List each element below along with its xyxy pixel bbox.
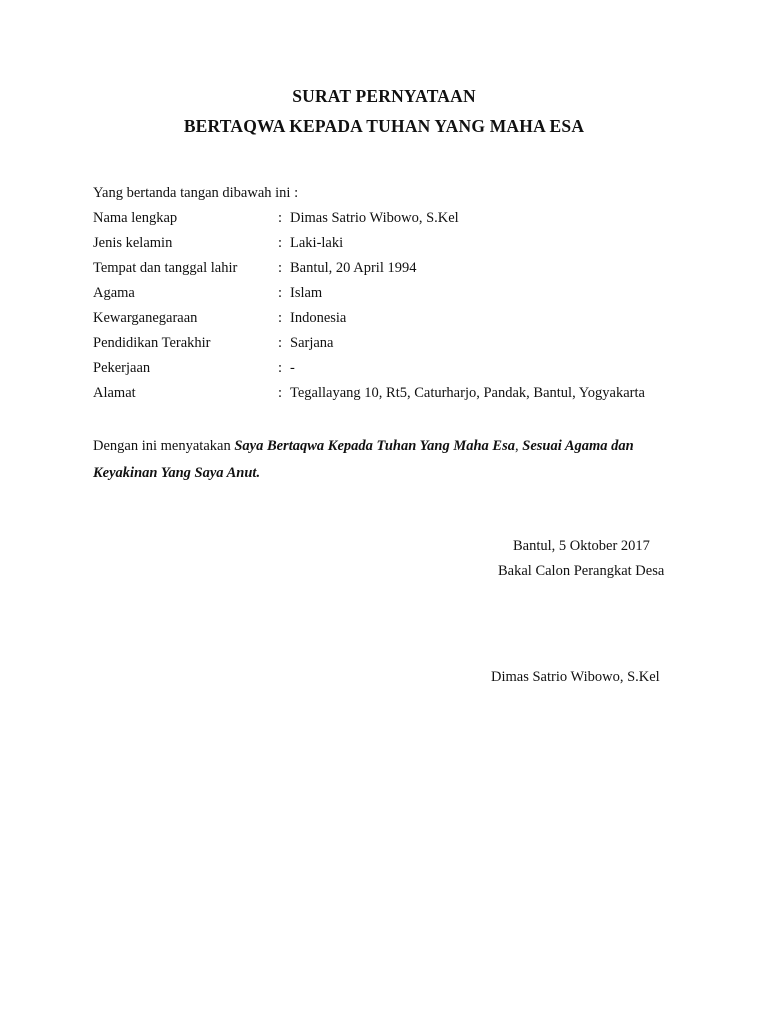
statement-emphasis: Saya Bertaqwa Kepada Tuhan Yang Maha Esa bbox=[234, 438, 515, 454]
field-value: Sarjana bbox=[290, 335, 334, 351]
field-colon: : bbox=[278, 285, 283, 301]
field-row-nama bbox=[93, 210, 693, 232]
field-colon: : bbox=[278, 385, 283, 401]
field-value: - bbox=[290, 360, 295, 376]
statement-separator: , bbox=[515, 438, 523, 454]
intro-text: Yang bertanda tangan dibawah ini : bbox=[93, 185, 299, 201]
field-label: Kewarganegaraan bbox=[93, 310, 198, 326]
field-label: Alamat bbox=[93, 385, 136, 401]
field-label: Pendidikan Terakhir bbox=[93, 335, 211, 351]
statement-prefix: Dengan ini menyatakan bbox=[93, 438, 235, 454]
field-label: Pekerjaan bbox=[93, 360, 151, 376]
field-value: Bantul, 20 April 1994 bbox=[290, 260, 417, 276]
document-subtitle: BERTAQWA KEPADA TUHAN YANG MAHA ESA bbox=[183, 116, 585, 136]
field-colon: : bbox=[278, 310, 283, 326]
field-value: Indonesia bbox=[290, 310, 347, 326]
statement-paragraph bbox=[93, 438, 683, 455]
field-label: Agama bbox=[93, 285, 135, 301]
field-row-pendidikan bbox=[93, 335, 693, 357]
field-row-jenis-kelamin bbox=[93, 235, 693, 257]
field-row-ttl bbox=[93, 260, 693, 282]
signature-place-date: Bantul, 5 Oktober 2017 bbox=[513, 538, 650, 554]
document-title: SURAT PERNYATAAN bbox=[292, 86, 476, 106]
field-colon: : bbox=[278, 335, 283, 351]
field-colon: : bbox=[278, 210, 283, 226]
statement-emphasis: Sesuai Agama dan bbox=[522, 438, 634, 454]
statement-emphasis: Keyakinan Yang Saya Anut. bbox=[93, 465, 261, 481]
field-value: Tegallayang 10, Rt5, Caturharjo, Pandak, Bantul, Yogyakarta bbox=[290, 385, 645, 401]
signature-role: Bakal Calon Perangkat Desa bbox=[498, 563, 665, 579]
field-row-alamat bbox=[93, 385, 693, 407]
field-row-agama bbox=[93, 285, 693, 307]
field-value: Laki-laki bbox=[290, 235, 344, 251]
field-label: Nama lengkap bbox=[93, 210, 178, 226]
field-row-kewarganegaraan bbox=[93, 310, 693, 332]
field-row-pekerjaan bbox=[93, 360, 693, 382]
field-value: Dimas Satrio Wibowo, S.Kel bbox=[290, 210, 459, 226]
statement-paragraph-continued bbox=[93, 465, 683, 482]
field-value: Islam bbox=[290, 285, 323, 301]
field-label: Jenis kelamin bbox=[93, 235, 173, 251]
signature-name: Dimas Satrio Wibowo, S.Kel bbox=[491, 669, 660, 685]
field-colon: : bbox=[278, 360, 283, 376]
field-label: Tempat dan tanggal lahir bbox=[93, 260, 238, 276]
field-colon: : bbox=[278, 260, 283, 276]
field-colon: : bbox=[278, 235, 283, 251]
